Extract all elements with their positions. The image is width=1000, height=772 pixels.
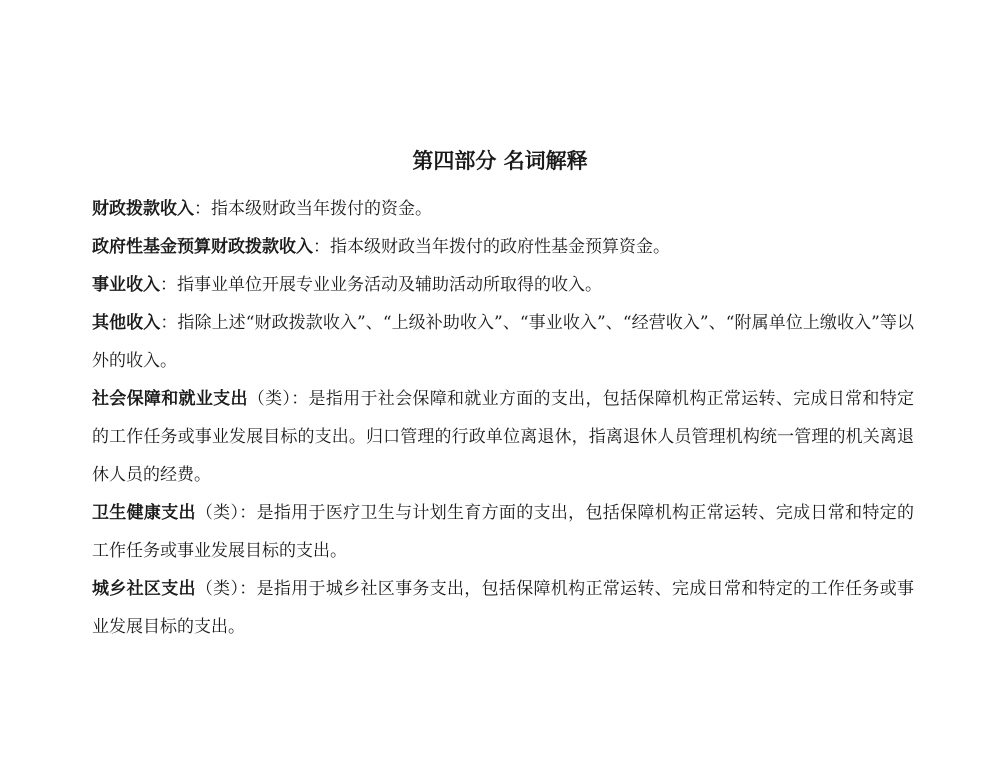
- definition-colon: ：: [313, 237, 330, 257]
- page-title: 第四部分 名词解释: [412, 148, 588, 173]
- definition-colon: ：: [160, 275, 177, 295]
- definitions-list: [92, 190, 914, 646]
- definition-colon: ：: [239, 579, 257, 599]
- definition-text: 指本级财政当年拨付的资金。: [211, 199, 432, 219]
- definition-term: 卫生健康支出: [92, 503, 196, 523]
- definition-entry: [92, 190, 914, 228]
- definition-text: 指除上述“财政拨款收入”、“上级补助收入”、“事业收入”、“经营收入”、“附属单位上缴收入”等以外的收入。: [92, 313, 915, 371]
- definition-colon: ：: [239, 503, 257, 523]
- definition-term: 城乡社区支出: [92, 579, 196, 599]
- definition-text: 是指用于城乡社区事务支出，包括保障机构正常运转、完成日常和特定的工作任务或事业发展目标的支出。: [92, 579, 915, 637]
- definition-term: 其他收入: [92, 313, 161, 333]
- definition-entry: [92, 570, 914, 646]
- definition-entry: [92, 304, 914, 380]
- definition-category: （类）: [195, 579, 240, 599]
- definition-entry: [92, 494, 914, 570]
- definition-text: 是指用于社会保障和就业方面的支出，包括保障机构正常运转、完成日常和特定的工作任务或事业发展目标的支出。归口管理的行政单位离退休，指离退休人员管理机构统一管理的机关离退休人员的经费。: [92, 389, 915, 485]
- definition-category: （类）: [247, 389, 292, 409]
- definition-category: （类）: [195, 503, 240, 523]
- definition-term: 社会保障和就业支出: [92, 389, 248, 409]
- definition-entry: [92, 380, 914, 494]
- definition-term: 事业收入: [92, 275, 160, 295]
- definition-term: 政府性基金预算财政拨款收入: [92, 237, 313, 257]
- definition-text: 指事业单位开展专业业务活动及辅助活动所取得的收入。: [177, 275, 602, 295]
- definition-colon: ：: [160, 313, 178, 333]
- definition-entry: [92, 228, 914, 266]
- definition-colon: ：: [194, 199, 211, 219]
- definition-text: 是指用于医疗卫生与计划生育方面的支出，包括保障机构正常运转、完成日常和特定的工作任务或事业发展目标的支出。: [92, 503, 915, 561]
- definition-term: 财政拨款收入: [92, 199, 194, 219]
- definition-text: 指本级财政当年拨付的政府性基金预算资金。: [330, 237, 670, 257]
- definition-colon: ：: [291, 389, 309, 409]
- definition-entry: [92, 266, 914, 304]
